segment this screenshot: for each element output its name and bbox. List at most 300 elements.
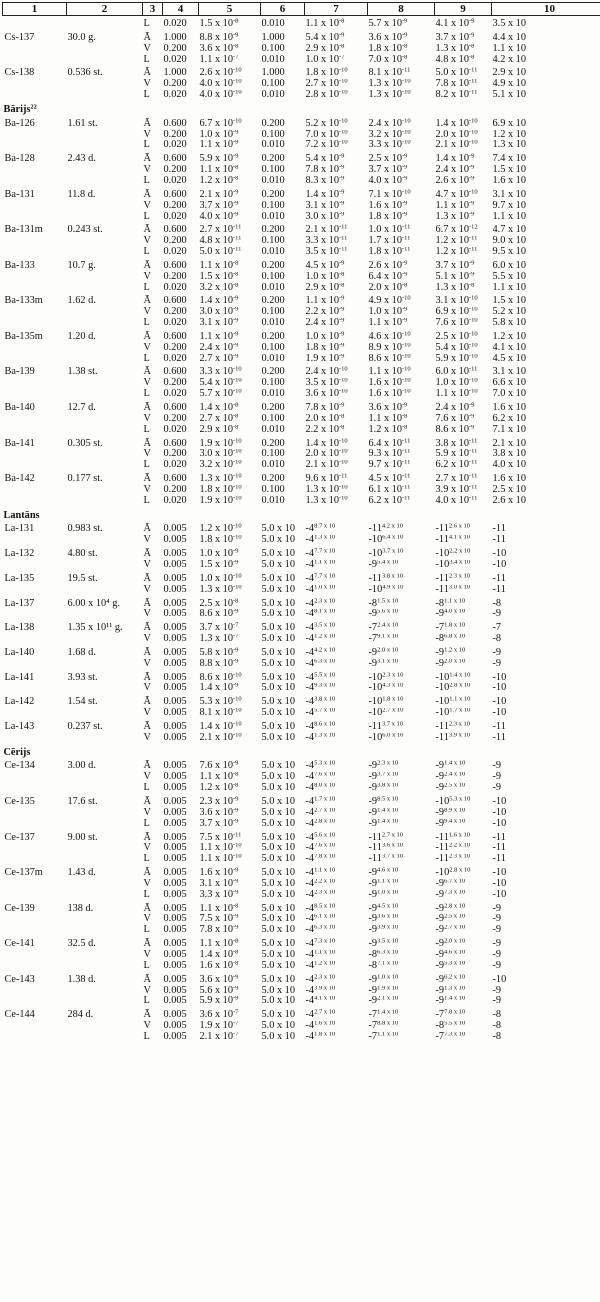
table-row — [3, 521, 600, 535]
dose-2-7y-cell-mantissa: 7.0 x 10 — [368, 54, 402, 65]
dose-7-12y-cell-exponent: 7.3 x 10 — [444, 889, 466, 896]
dose-12-17y-cell: 1.6 x 10 — [492, 473, 526, 485]
dose-2-7y-cell — [368, 890, 435, 901]
f1-cell: 5.0 x 10 — [261, 708, 295, 719]
dose-7-12y-cell — [435, 843, 492, 854]
absorption-class-cell: Ā — [143, 473, 151, 485]
nuclide-cell: Ba-140 — [4, 402, 35, 413]
dose-2-7y-cell-mantissa: 2.6 x 10 — [368, 259, 402, 271]
dose-2-7y-cell-exponent: -10 — [401, 378, 411, 384]
dose-2-7y-cell — [368, 794, 435, 808]
half-life-cell — [67, 79, 143, 90]
dose-7-12y-cell — [435, 585, 492, 596]
dose-1-2y-cell-exponent: 8.7 x 10 — [314, 522, 336, 530]
dose-infant-cell-exponent: -9 — [232, 759, 239, 767]
dose-12-17y-cell: -10 — [492, 889, 507, 900]
dose-infant-cell-mantissa: 1.1 x 10 — [199, 772, 233, 783]
dose-7-12y-cell-mantissa: -11 — [435, 584, 449, 595]
f1-infant-cell: 0.005 — [163, 973, 187, 985]
nuclide-cell — [3, 212, 67, 223]
dose-2-7y-cell — [368, 293, 435, 307]
dose-1-2y-cell-exponent: 2.7 x 10 — [314, 1008, 336, 1016]
dose-2-7y-cell-mantissa: 1.1 x 10 — [368, 366, 402, 378]
dose-12-17y-cell: -10 — [492, 548, 507, 560]
dose-infant-cell-exponent: -10 — [232, 495, 242, 502]
dose-1-2y-cell-exponent: 1.1 x 10 — [314, 949, 336, 956]
dose-7-12y-cell-mantissa: -7 — [435, 1009, 445, 1021]
dose-7-12y-cell-mantissa: -7 — [435, 622, 445, 634]
absorption-class-cell: Ā — [143, 153, 151, 165]
dose-1-2y-cell-mantissa: -4 — [305, 584, 315, 595]
f1-cell: 5.0 x 10 — [261, 772, 295, 783]
section-row — [3, 744, 600, 759]
dose-1-2y-cell — [305, 879, 368, 890]
dose-2-7y-cell-mantissa: 6.2 x 10 — [368, 495, 402, 506]
dose-infant-cell — [199, 354, 261, 365]
dose-12-17y-cell: 1.6 x 10 — [492, 175, 526, 186]
half-life-cell — [67, 925, 143, 936]
dose-2-7y-cell — [368, 521, 435, 535]
dose-1-2y-cell-mantissa: 1.8 x 10 — [305, 342, 339, 353]
f1-cell: 5.0 x 10 — [261, 867, 295, 879]
dose-2-7y-cell-mantissa: 3.7 x 10 — [368, 165, 402, 176]
dose-7-12y-cell-mantissa: 3.8 x 10 — [435, 437, 469, 449]
dose-12-17y-cell: -9 — [492, 760, 502, 772]
f1-infant-cell: 0.005 — [163, 683, 187, 694]
half-life-cell: 9.00 st. — [67, 831, 98, 843]
dose-infant-cell — [199, 986, 261, 997]
nuclide-cell: Ce-141 — [4, 938, 35, 950]
dose-7-12y-cell-exponent: 3.4 x 10 — [449, 559, 471, 566]
half-life-cell — [67, 783, 143, 794]
f1-cell: 0.200 — [261, 437, 285, 449]
dose-1-2y-cell-exponent: 7.8 x 10 — [314, 854, 336, 860]
dose-infant-cell-exponent: -9 — [232, 914, 239, 920]
f1-infant-cell: 0.005 — [163, 949, 187, 960]
dose-1-2y-cell-exponent: -9 — [338, 353, 345, 360]
table-row — [3, 30, 600, 44]
dose-2-7y-cell-exponent: -9 — [401, 175, 408, 182]
dose-2-7y-cell-mantissa: 8.1 x 10 — [368, 67, 402, 79]
dose-2-7y-cell-mantissa: 4.9 x 10 — [368, 295, 402, 307]
dose-2-7y-cell-mantissa: 9.7 x 10 — [368, 460, 402, 471]
dose-1-2y-cell-mantissa: 1.3 x 10 — [305, 484, 339, 495]
dose-2-7y-cell — [368, 546, 435, 560]
dose-1-2y-cell-mantissa: -4 — [305, 683, 315, 694]
dose-12-17y-cell: 1.1 x 10 — [492, 211, 526, 222]
dose-infant-cell-mantissa: 1.4 x 10 — [199, 949, 233, 960]
dose-1-2y-cell-mantissa: -4 — [305, 559, 315, 570]
dose-2-7y-cell — [368, 283, 435, 294]
dose-infant-cell-mantissa: 1.1 x 10 — [199, 854, 233, 865]
dose-12-17y-cell: -9 — [492, 902, 502, 914]
f1-infant-cell: 0.020 — [163, 18, 187, 29]
dose-1-2y-cell-mantissa: 3.5 x 10 — [305, 247, 339, 258]
nuclide-cell: La-138 — [4, 622, 35, 634]
dose-infant-cell — [199, 585, 261, 596]
dose-7-12y-cell-exponent: 1.3 x 10 — [444, 985, 466, 991]
table-row — [3, 293, 600, 307]
nuclide-cell — [3, 414, 67, 425]
dose-2-7y-cell — [368, 972, 435, 986]
dose-2-7y-cell-exponent: -9 — [401, 307, 408, 313]
dose-1-2y-cell — [305, 596, 368, 610]
dose-12-17y-cell: 3.5 x 10 — [492, 18, 526, 29]
dose-7-12y-cell-mantissa: -10 — [435, 867, 450, 879]
dose-7-12y-cell-exponent: -9 — [468, 211, 475, 217]
dose-infant-cell-mantissa: 2.3 x 10 — [199, 796, 233, 807]
dose-1-2y-cell-exponent: -9 — [338, 175, 345, 182]
dose-7-12y-cell-exponent: 2.2 x 10 — [448, 843, 470, 849]
f1-infant-cell: 0.020 — [163, 140, 187, 151]
dose-1-2y-cell-mantissa: 1.9 x 10 — [305, 353, 339, 364]
dose-infant-cell-mantissa: 1.1 x 10 — [199, 902, 233, 914]
dose-2-7y-cell — [368, 683, 435, 694]
dose-infant-cell-mantissa: 1.5 x 10 — [199, 18, 233, 29]
dose-2-7y-cell — [368, 343, 435, 354]
dose-7-12y-cell — [435, 901, 492, 915]
dose-2-7y-cell-mantissa: 1.7 x 10 — [368, 236, 402, 247]
dose-1-2y-cell-mantissa: -4 — [305, 720, 315, 732]
dose-1-2y-cell — [305, 212, 368, 223]
section-row — [3, 507, 600, 522]
dose-2-7y-cell-exponent: -9 — [401, 31, 408, 39]
dose-infant-cell — [199, 79, 261, 90]
dose-7-12y-cell — [435, 236, 492, 247]
dose-7-12y-cell-exponent: 3.9 x 10 — [448, 732, 470, 739]
half-life-cell — [67, 733, 143, 744]
dose-1-2y-cell — [305, 90, 368, 101]
absorption-class-cell: Ā — [143, 902, 151, 914]
dose-7-12y-cell-mantissa: 2.7 x 10 — [435, 473, 469, 485]
absorption-class-cell: Ā — [143, 572, 151, 584]
nuclide-cell: Ba-139 — [4, 366, 35, 378]
dose-1-2y-cell-exponent: 2.3 x 10 — [314, 889, 336, 896]
nuclide-cell: Ba-135m — [4, 330, 43, 342]
dose-infant-cell-mantissa: 4.0 x 10 — [199, 90, 233, 101]
dose-1-2y-cell-exponent: -8 — [338, 282, 345, 289]
dose-2-7y-cell-exponent: 2.3 x 10 — [382, 671, 404, 679]
f1-cell: 0.010 — [261, 353, 285, 364]
column-number-header — [3, 3, 600, 16]
half-life-cell — [67, 634, 143, 645]
f1-infant-cell: 0.020 — [163, 90, 187, 101]
dose-7-12y-cell-exponent: 1.2 x 10 — [444, 646, 466, 654]
dose-2-7y-cell-mantissa: -9 — [368, 985, 378, 996]
f1-cell: 0.200 — [261, 402, 285, 413]
dose-7-12y-cell-exponent: -10 — [468, 318, 478, 324]
dose-7-12y-cell-mantissa: -10 — [435, 708, 450, 719]
dose-infant-cell-mantissa: 2.7 x 10 — [199, 413, 233, 424]
dose-2-7y-cell-mantissa: 1.1 x 10 — [368, 318, 402, 329]
dose-1-2y-cell — [305, 1032, 368, 1043]
nuclide-cell — [3, 201, 67, 212]
dose-1-2y-cell-exponent: -9 — [338, 152, 345, 160]
dose-1-2y-cell-exponent: -8 — [338, 17, 345, 25]
dose-7-12y-cell-exponent: 6.2 x 10 — [444, 973, 466, 981]
dose-infant-cell-exponent: -8 — [232, 165, 239, 171]
dose-1-2y-cell-exponent: 3.8 x 10 — [314, 695, 336, 703]
half-life-cell: 0.536 st. — [67, 67, 103, 79]
half-life-cell — [67, 1032, 143, 1043]
dose-2-7y-cell — [368, 758, 435, 772]
dose-2-7y-cell — [368, 212, 435, 223]
dose-12-17y-cell: 1.1 x 10 — [492, 43, 526, 54]
nuclide-cell — [3, 585, 67, 596]
nuclide-cell — [3, 996, 67, 1007]
dose-1-2y-cell-exponent: -10 — [338, 117, 348, 125]
dose-7-12y-cell-exponent: -11 — [468, 460, 478, 466]
dose-7-12y-cell-mantissa: 1.3 x 10 — [435, 43, 469, 54]
dose-7-12y-cell — [435, 683, 492, 694]
dose-12-17y-cell: 1.1 x 10 — [492, 282, 526, 293]
dose-1-2y-cell — [305, 272, 368, 283]
dose-7-12y-cell — [435, 140, 492, 151]
dose-7-12y-cell-exponent: -9 — [468, 31, 475, 39]
dose-1-2y-cell — [305, 130, 368, 141]
table-row — [3, 236, 600, 247]
half-life-cell — [67, 708, 143, 719]
dose-infant-cell-mantissa: 2.1 x 10 — [199, 732, 233, 743]
dose-7-12y-cell-mantissa: 3.1 x 10 — [435, 295, 469, 307]
absorption-class-cell: L — [143, 282, 150, 293]
f1-cell: 5.0 x 10 — [261, 609, 295, 620]
dose-7-12y-cell — [435, 436, 492, 450]
dose-2-7y-cell-exponent: 3.6 x 10 — [381, 843, 403, 849]
dose-1-2y-cell-exponent: 2.7 x 10 — [314, 807, 336, 814]
f1-infant-cell: 1.000 — [163, 67, 187, 79]
dose-1-2y-cell-exponent: -9 — [338, 307, 345, 313]
footnote-ref: 22 — [30, 103, 37, 111]
dose-12-17y-cell: -11 — [492, 535, 506, 546]
dose-1-2y-cell-mantissa: 3.5 x 10 — [305, 378, 339, 389]
f1-cell: 0.010 — [261, 282, 285, 293]
dose-2-7y-cell-exponent: -10 — [401, 90, 411, 96]
dose-1-2y-cell-mantissa: 7.8 x 10 — [305, 402, 339, 413]
f1-cell: 0.200 — [261, 188, 285, 200]
half-life-cell: 0.243 st. — [67, 224, 103, 236]
dose-infant-cell-mantissa: 1.0 x 10 — [199, 129, 233, 140]
half-life-cell — [67, 176, 143, 187]
half-life-cell — [67, 535, 143, 546]
dose-2-7y-cell-mantissa: -10 — [368, 535, 383, 546]
dose-7-12y-cell — [435, 708, 492, 719]
dose-infant-cell-exponent: -9 — [232, 889, 239, 896]
dose-7-12y-cell — [435, 293, 492, 307]
dose-2-7y-cell-mantissa: 1.6 x 10 — [368, 378, 402, 389]
dose-infant-cell — [199, 772, 261, 783]
absorption-class-cell: V — [143, 79, 151, 90]
nuclide-cell — [3, 165, 67, 176]
dose-2-7y-cell-exponent: 1.1 x 10 — [377, 1031, 399, 1038]
dose-1-2y-cell-mantissa: 3.6 x 10 — [305, 389, 339, 400]
dose-2-7y-cell — [368, 996, 435, 1007]
half-life-cell — [67, 879, 143, 890]
dose-2-7y-cell-exponent: -10 — [401, 389, 411, 395]
dose-infant-cell — [199, 1007, 261, 1021]
dose-2-7y-cell-mantissa: 3.2 x 10 — [368, 129, 402, 140]
half-life-cell — [67, 659, 143, 670]
dose-1-2y-cell — [305, 343, 368, 354]
dose-1-2y-cell — [305, 425, 368, 436]
dose-7-12y-cell-exponent: 8.9 x 10 — [444, 807, 466, 814]
dose-12-17y-cell: -10 — [492, 683, 507, 694]
dose-12-17y-cell: 6.2 x 10 — [492, 413, 526, 424]
dose-infant-cell-mantissa: 5.8 x 10 — [199, 646, 233, 658]
dose-infant-cell — [199, 212, 261, 223]
dose-2-7y-cell-mantissa: -9 — [368, 559, 378, 570]
f1-infant-cell: 0.600 — [163, 153, 187, 165]
f1-cell: 0.200 — [261, 259, 285, 271]
absorption-class-cell: Ā — [143, 67, 151, 79]
dose-1-2y-cell-mantissa: -4 — [305, 985, 315, 996]
dose-2-7y-cell — [368, 819, 435, 830]
nuclide-cell — [3, 879, 67, 890]
dose-infant-cell — [199, 65, 261, 79]
dose-7-12y-cell — [435, 808, 492, 819]
f1-cell: 5.0 x 10 — [261, 559, 295, 570]
dose-2-7y-cell-exponent: 1.8 x 10 — [382, 695, 404, 703]
dose-2-7y-cell-mantissa: -11 — [368, 854, 382, 865]
table-row — [3, 364, 600, 378]
dose-1-2y-cell — [305, 890, 368, 901]
dose-infant-cell-mantissa: 3.7 x 10 — [199, 200, 233, 211]
dose-7-12y-cell — [435, 187, 492, 201]
dose-7-12y-cell-mantissa: 2.4 x 10 — [435, 402, 469, 413]
dose-infant-cell-exponent: -10 — [232, 378, 242, 384]
dose-1-2y-cell-exponent: -10 — [338, 495, 348, 502]
dose-1-2y-cell-mantissa: -4 — [305, 646, 315, 658]
dose-infant-cell-exponent: -7 — [232, 621, 239, 629]
col-header: 4 — [163, 3, 199, 16]
dose-7-12y-cell-mantissa: 4.7 x 10 — [435, 188, 469, 200]
dose-7-12y-cell-exponent: 1.1 x 10 — [449, 695, 471, 703]
dose-infant-cell — [199, 318, 261, 329]
dose-2-7y-cell — [368, 659, 435, 670]
dose-infant-cell-exponent: -8 — [232, 259, 239, 267]
absorption-class-cell: L — [143, 353, 150, 364]
dose-infant-cell-mantissa: 2.1 x 10 — [199, 1031, 233, 1042]
dose-1-2y-cell-mantissa: 5.2 x 10 — [305, 117, 339, 129]
absorption-class-cell: Ā — [143, 548, 151, 560]
absorption-class-cell: V — [143, 708, 151, 719]
dose-infant-cell-mantissa: 5.4 x 10 — [199, 378, 233, 389]
nuclide-cell: Ce-144 — [4, 1009, 35, 1021]
dose-infant-cell-exponent: -8 — [232, 597, 239, 604]
table-row — [3, 609, 600, 620]
dose-2-7y-cell — [368, 936, 435, 950]
absorption-class-cell: L — [143, 783, 150, 794]
f1-cell: 5.0 x 10 — [261, 1009, 295, 1021]
f1-cell: 5.0 x 10 — [261, 572, 295, 584]
dose-1-2y-cell-exponent: 1.8 x 10 — [314, 1031, 336, 1038]
dose-7-12y-cell-exponent: -11 — [468, 247, 478, 253]
half-life-cell — [67, 496, 143, 507]
dose-2-7y-cell-mantissa: 1.6 x 10 — [368, 200, 402, 211]
dose-7-12y-cell-exponent: 2.2 x 10 — [449, 547, 471, 555]
dose-2-7y-cell-mantissa: -8 — [368, 949, 378, 960]
absorption-class-cell: V — [143, 559, 151, 570]
dose-infant-cell-exponent: -7 — [232, 634, 239, 640]
dose-infant-cell-mantissa: 3.0 x 10 — [199, 307, 233, 318]
absorption-class-cell: V — [143, 449, 151, 460]
dose-2-7y-cell-mantissa: 8.9 x 10 — [368, 342, 402, 353]
dose-7-12y-cell-mantissa: 8.6 x 10 — [435, 424, 469, 435]
dose-infant-cell — [199, 130, 261, 141]
dose-2-7y-cell-mantissa: 2.4 x 10 — [368, 117, 402, 129]
dose-1-2y-cell-exponent: -9 — [338, 342, 345, 349]
dose-infant-cell-mantissa: 5.0 x 10 — [199, 247, 233, 258]
half-life-cell — [67, 914, 143, 925]
dose-2-7y-cell-exponent: 6.3 x 10 — [377, 949, 399, 956]
dose-1-2y-cell — [305, 521, 368, 535]
dose-12-17y-cell: 4.5 x 10 — [492, 353, 526, 364]
dose-1-2y-cell — [305, 571, 368, 585]
dose-1-2y-cell — [305, 659, 368, 670]
half-life-cell: 11.8 d. — [67, 188, 96, 200]
dose-2-7y-cell-mantissa: 1.1 x 10 — [368, 413, 402, 424]
dose-1-2y-cell-exponent: -10 — [338, 129, 348, 136]
absorption-class-cell: V — [143, 271, 151, 282]
absorption-class-cell: Ā — [143, 720, 151, 732]
dose-2-7y-cell-mantissa: -7 — [368, 1021, 378, 1032]
dose-7-12y-cell-exponent: -10 — [468, 129, 478, 136]
nuclide-cell: Cs-138 — [4, 67, 35, 79]
dose-infant-cell-exponent: -10 — [232, 695, 242, 703]
dose-1-2y-cell-mantissa: -4 — [305, 854, 315, 865]
dose-infant-cell — [199, 890, 261, 901]
dose-2-7y-cell — [368, 329, 435, 343]
dose-12-17y-cell: 4.2 x 10 — [492, 54, 526, 65]
dose-2-7y-cell-exponent: 4.5 x 10 — [377, 902, 399, 910]
dose-2-7y-cell-exponent: 3.7 x 10 — [381, 854, 403, 860]
absorption-class-cell: V — [143, 807, 151, 818]
dose-1-2y-cell — [305, 318, 368, 329]
dose-infant-cell-exponent: -8 — [232, 43, 239, 50]
table-row — [3, 986, 600, 997]
f1-cell: 0.010 — [261, 54, 285, 65]
dose-2-7y-cell — [368, 571, 435, 585]
dose-infant-cell — [199, 560, 261, 571]
f1-cell: 5.0 x 10 — [261, 831, 295, 843]
absorption-class-cell: Ā — [143, 696, 151, 708]
absorption-class-cell: V — [143, 949, 151, 960]
dose-1-2y-cell — [305, 609, 368, 620]
f1-infant-cell: 0.005 — [163, 831, 187, 843]
dose-infant-cell — [199, 378, 261, 389]
dose-1-2y-cell — [305, 65, 368, 79]
dose-2-7y-cell-exponent: 3.7 x 10 — [377, 772, 399, 778]
half-life-cell: 284 d. — [67, 1009, 94, 1021]
dose-2-7y-cell-exponent: 1.4 x 10 — [377, 807, 399, 814]
half-life-cell — [67, 843, 143, 854]
absorption-class-cell: V — [143, 484, 151, 495]
absorption-class-cell: L — [143, 140, 150, 151]
dose-7-12y-cell-mantissa: -11 — [435, 854, 449, 865]
dose-2-7y-cell — [368, 247, 435, 258]
half-life-cell — [67, 130, 143, 141]
f1-cell: 0.200 — [261, 153, 285, 165]
dose-1-2y-cell — [305, 585, 368, 596]
dose-7-12y-cell-exponent: -11 — [468, 365, 478, 373]
dose-2-7y-cell-mantissa: -11 — [368, 523, 382, 535]
dose-12-17y-cell: 1.6 x 10 — [492, 402, 526, 413]
dose-2-7y-cell-mantissa: -10 — [368, 584, 383, 595]
table-row — [3, 758, 600, 772]
dose-1-2y-cell-mantissa: -4 — [305, 807, 315, 818]
dose-2-7y-cell-mantissa: 2.5 x 10 — [368, 153, 402, 165]
f1-infant-cell: 0.600 — [163, 259, 187, 271]
